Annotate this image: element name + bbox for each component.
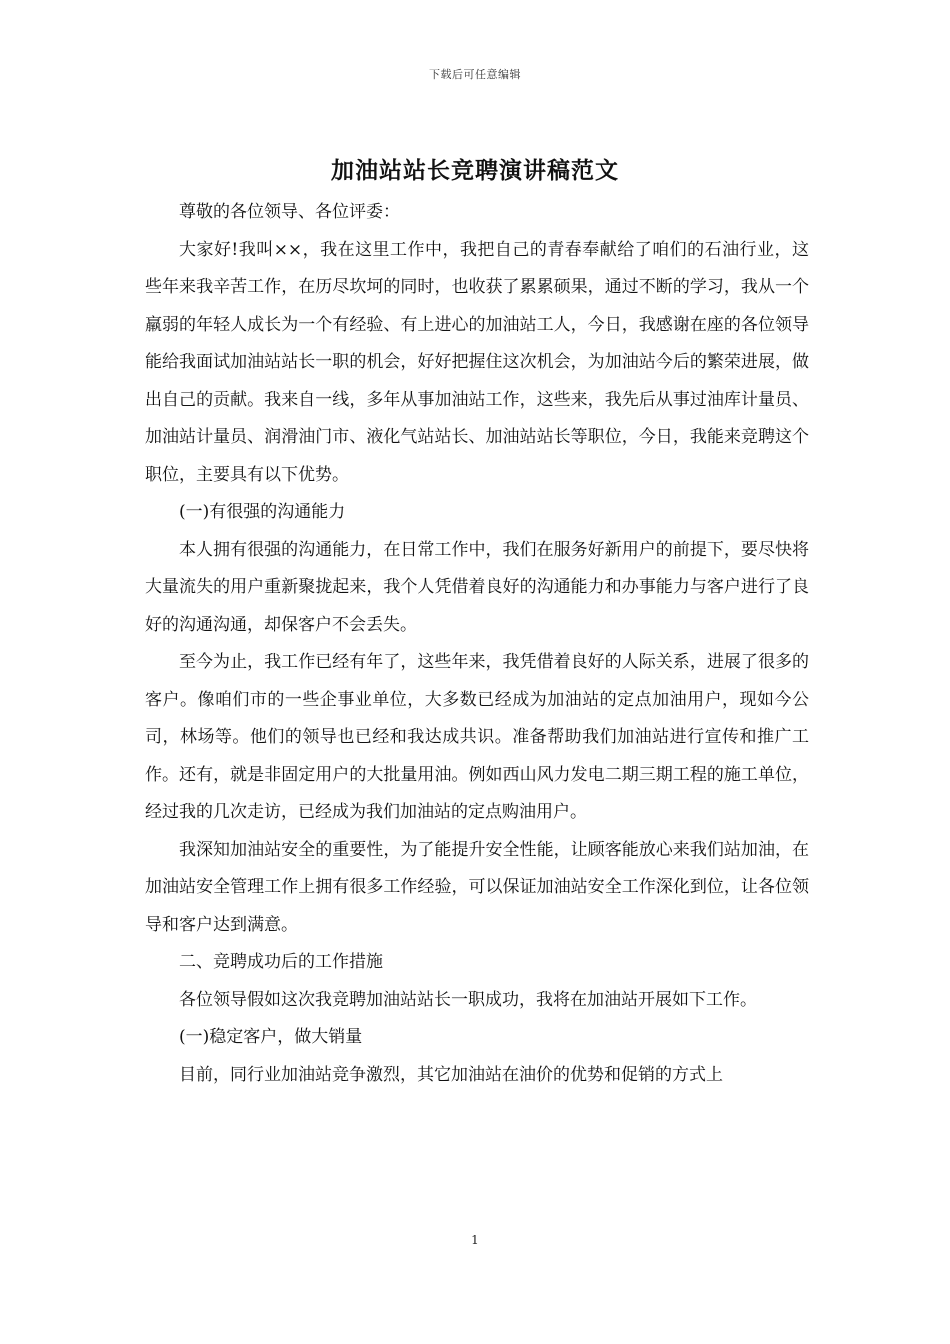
section-heading: (一)有很强的沟通能力: [179, 502, 346, 522]
body-paragraph: 目前，同行业加油站竞争激烈，其它加油站在油价的优势和促销的方式上: [179, 1064, 723, 1085]
page-header-note: 下载后可任意编辑: [429, 68, 521, 81]
section-heading: 二、竞聘成功后的工作措施: [179, 952, 383, 972]
body-paragraph: 各位领导假如这次我竞聘加油站站长一职成功，我将在加油站开展如下工作。: [179, 989, 757, 1010]
intro-paragraph: 大家好!我叫××，我在这里工作中，我把自己的青春奉献给了咱们的石油行业，这些年来我辛苦工作，在历尽坎坷的同时，也收获了累累硕果，通过不断的学习，我从一个羸弱的年轻人成长为一个有经验、有上进心的加油站工人，今日，我感谢在座的各位领导能给我面试加油站站长一职的机会，好好把握住这次机会，为加油站今后的繁荣进展，做出自己的贡献。我来自一线，多年从事加油站工作，这些来，我先后从事过油库计量员、加油站计量员、润滑油门市、液化气站站长、加油站站长等职位，今日，我能来竞聘这个职位，主要具有以下优势。: [145, 239, 809, 485]
body-paragraph: 至今为止，我工作已经有年了，这些年来，我凭借着良好的人际关系，进展了很多的客户。像咱们市的一些企事业单位，大多数已经成为加油站的定点加油用户，现如今公司，林场等。他们的领导也已经和我达成共识。准备帮助我们加油站进行宣传和推广工作。还有，就是非固定用户的大批量用油。例如西山风力发电二期三期工程的施工单位，经过我的几次走访，已经成为我们加油站的定点购油用户。: [145, 652, 809, 822]
body-paragraph: 我深知加油站安全的重要性，为了能提升安全性能，让顾客能放心来我们站加油，在加油站安全管理工作上拥有很多工作经验，可以保证加油站安全工作深化到位，让各位领导和客户达到满意。: [145, 839, 809, 935]
document-title: 加油站站长竞聘演讲稿范文: [331, 157, 619, 184]
section-heading: (一)稳定客户，做大销量: [179, 1027, 363, 1047]
body-paragraph: 本人拥有很强的沟通能力，在日常工作中，我们在服务好新用户的前提下，要尽快将大量流失的用户重新聚拢起来，我个人凭借着良好的沟通能力和办事能力与客户进行了良好的沟通沟通，却保客户不会丢失。: [145, 539, 809, 635]
page-number: 1: [471, 1233, 479, 1247]
salutation-paragraph: 尊敬的各位领导、各位评委：: [179, 202, 400, 222]
document-body: [145, 194, 809, 1094]
